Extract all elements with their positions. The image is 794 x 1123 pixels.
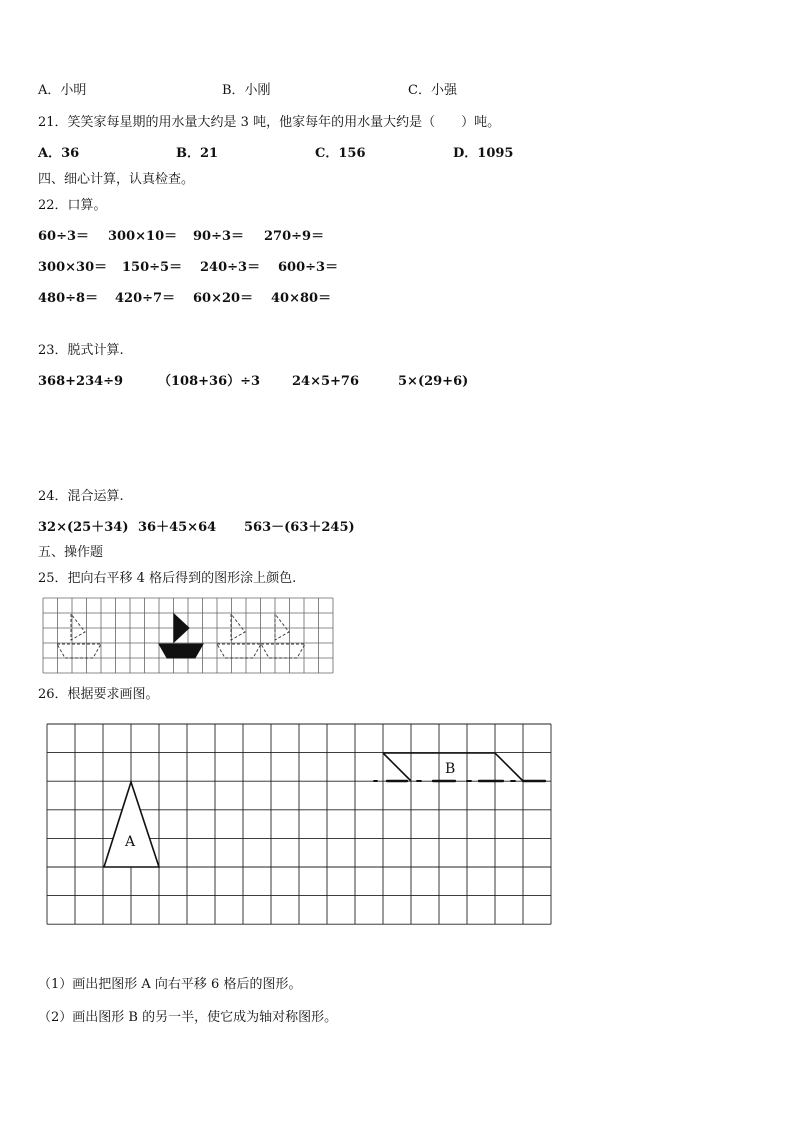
section4-title: 四、细心计算，认真检查。 — [38, 172, 195, 187]
label-b: B — [445, 761, 456, 777]
q22-item: 150÷5＝ — [122, 260, 183, 275]
q21-option-a: A．36 — [38, 146, 80, 161]
q24-item: 563－(63＋245) — [244, 520, 355, 535]
q22-item: 60×20＝ — [193, 291, 254, 306]
q22-title: 22．口算。 — [38, 198, 107, 213]
q23-item: 5×(29+6) — [398, 374, 469, 389]
q21-stem: 21．笑笑家每星期的用水量大约是 3 吨，他家每年的用水量大约是（ ）吨。 — [38, 115, 501, 130]
q22-item: 420÷7＝ — [115, 291, 176, 306]
q22-item: 480÷8＝ — [38, 291, 99, 306]
q23-item: 24×5+76 — [292, 374, 360, 389]
q22-item: 270÷9＝ — [264, 229, 325, 244]
q20-option-c: C．小强 — [408, 83, 457, 98]
q24-item: 36＋45×64 — [138, 520, 217, 535]
q25-grid-figure — [43, 598, 333, 674]
q22-item: 300×10＝ — [108, 229, 178, 244]
q22-item: 60÷3＝ — [38, 229, 90, 244]
q22-item: 300×30＝ — [38, 260, 108, 275]
q22-item: 90÷3＝ — [193, 229, 245, 244]
q26-sub2: （2）画出图形 B 的另一半，使它成为轴对称图形。 — [38, 1010, 338, 1025]
q21-option-b: B．21 — [176, 146, 219, 161]
q23-item: （108+36）÷3 — [158, 374, 261, 389]
q21-option-c: C．156 — [315, 146, 366, 161]
dashed-boat-1 — [57, 614, 101, 658]
dashed-boat-3 — [261, 614, 305, 658]
shape-a — [104, 782, 159, 867]
q24-item: 32×(25＋34) — [38, 520, 129, 535]
q24-title: 24．混合运算. — [38, 489, 124, 504]
q26-title: 26．根据要求画图。 — [38, 687, 159, 702]
q26-grid-figure — [47, 724, 552, 925]
q20-option-b: B．小刚 — [222, 83, 271, 98]
q26-sub1: （1）画出把图形 A 向右平移 6 格后的图形。 — [38, 977, 302, 992]
section5-title: 五、操作题 — [38, 545, 104, 560]
q21-option-d: D．1095 — [453, 146, 514, 161]
q20-option-a: A．小明 — [38, 83, 87, 98]
dashed-boat-2 — [217, 614, 261, 658]
q23-item: 368+234÷9 — [38, 374, 124, 389]
q23-title: 23．脱式计算. — [38, 343, 124, 358]
q22-item: 40×80＝ — [271, 291, 332, 306]
label-a: A — [125, 834, 136, 850]
q22-item: 600÷3＝ — [278, 260, 339, 275]
q25-grid — [43, 598, 333, 673]
q25-title: 25．把向右平移 4 格后得到的图形涂上颜色. — [38, 571, 297, 586]
q22-item: 240÷3＝ — [200, 260, 261, 275]
solid-boat — [159, 614, 203, 658]
